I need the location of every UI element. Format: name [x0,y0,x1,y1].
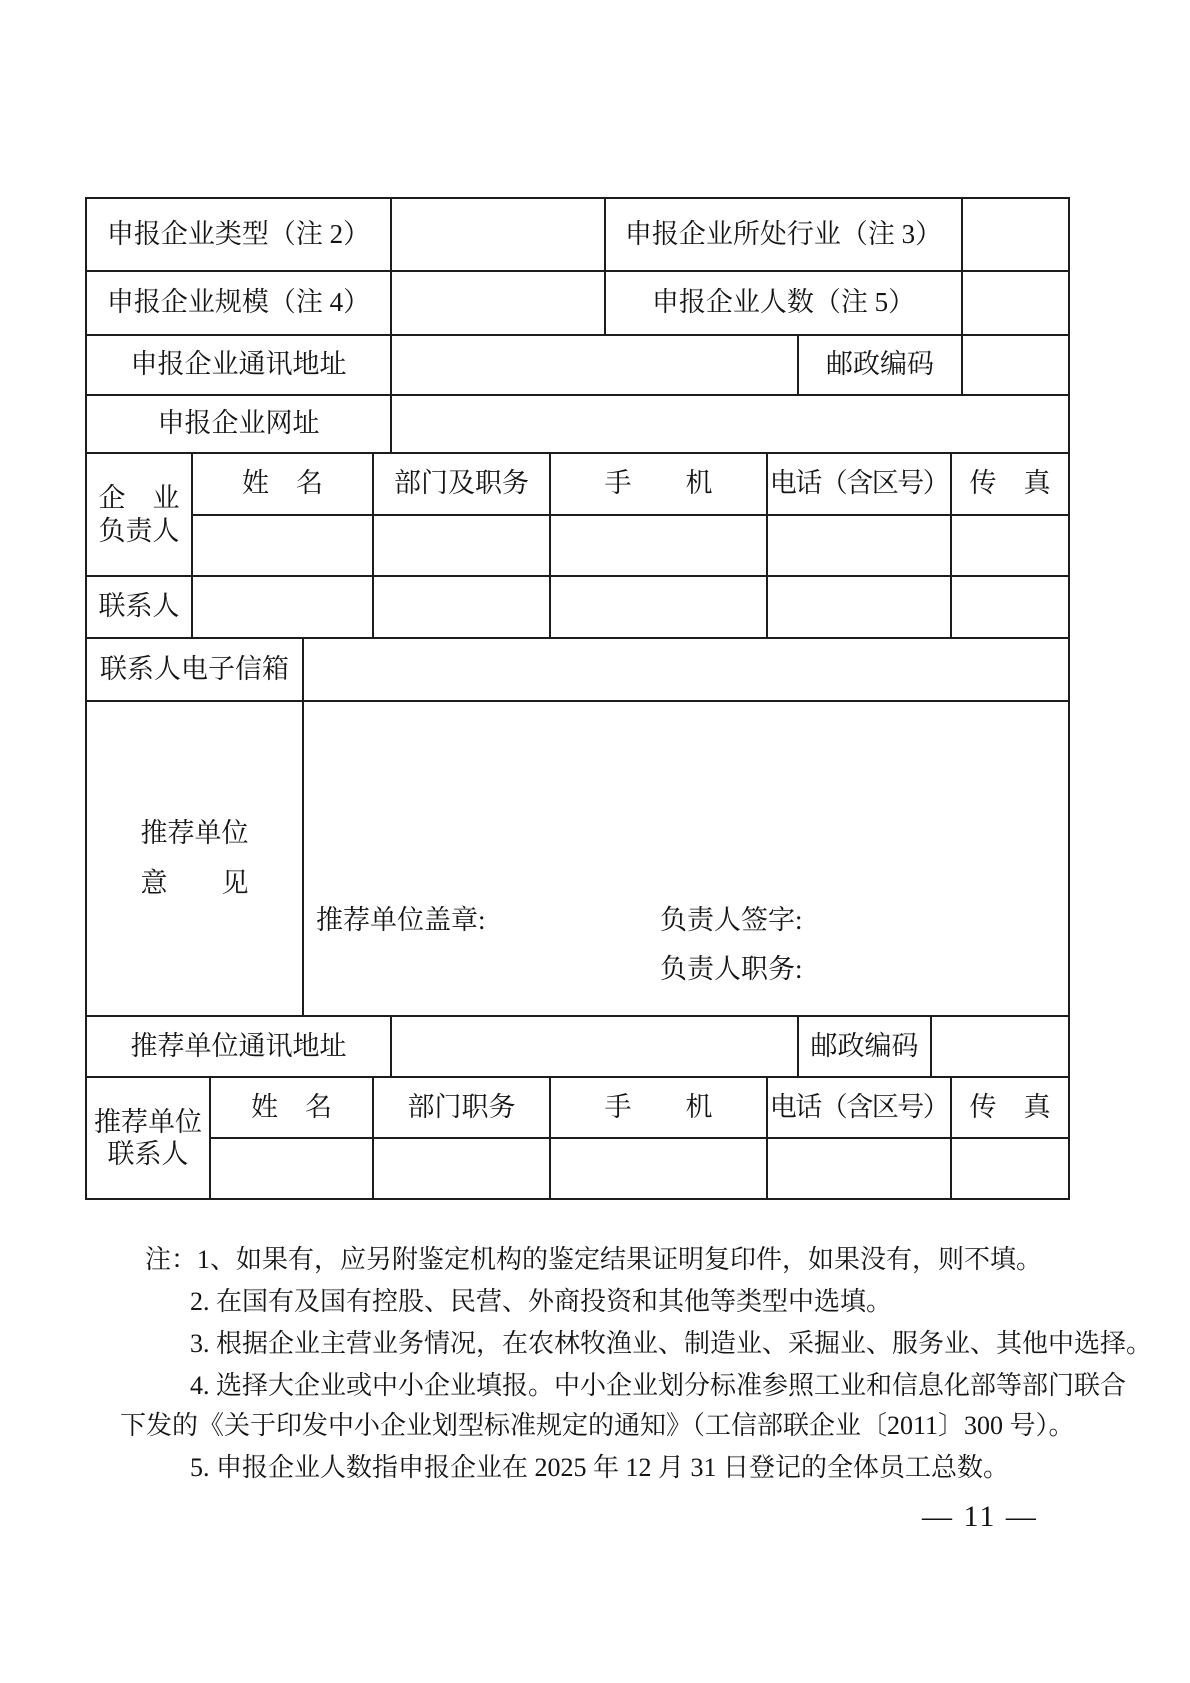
recommend-header-dept: 部门职务 [373,1077,550,1138]
application-form-table [85,197,1070,1200]
footnote-5: 5. 申报企业人数指申报企业在 2025 年 12 月 31 日登记的全体员工总数。 [190,1453,1010,1482]
recommend-header-mobile: 手 机 [550,1077,767,1138]
recommend-header-fax: 传 真 [951,1077,1069,1138]
header-dept: 部门及职务 [373,453,550,515]
company-postcode-value-cell [962,335,1069,395]
recommend-group-line1: 推荐单位 [94,1106,202,1137]
company-principal-group-label [86,453,192,576]
recommend-contact-phone-cell [767,1138,951,1199]
row-company-address [86,335,1069,395]
opinion-label-line2: 意 见 [140,867,249,898]
company-address-label: 申报企业通讯地址 [86,335,391,395]
recommend-header-name: 姓 名 [210,1077,373,1138]
row-company-website [86,395,1069,453]
company-type-label: 申报企业类型（注 2） [86,198,391,271]
principal-title-label: 负责人职务: [660,954,803,984]
recommend-contact-fax-cell [951,1138,1069,1199]
company-type-value-cell [391,198,605,271]
company-scale-label: 申报企业规模（注 4） [86,271,391,335]
row-scale-headcount [86,271,1069,335]
row-recommend-contacts-header [86,1077,1069,1138]
contact-mobile-cell [550,576,767,638]
recommend-opinion-content-cell [303,701,1069,1016]
recommend-contact-dept-cell [373,1138,550,1199]
row-company-contacts-header [86,453,1069,515]
header-mobile: 手 机 [550,453,767,515]
principal-phone-cell [767,515,951,576]
principal-fax-cell [951,515,1069,576]
company-postcode-label: 邮政编码 [798,335,962,395]
principal-signature-label: 负责人签字: [660,905,803,935]
contact-dept-cell [373,576,550,638]
company-scale-value-cell [391,271,605,335]
recommend-header-phone: 电话（含区号） [767,1077,951,1138]
headcount-value-cell [962,271,1069,335]
row-principal-values [86,515,1069,576]
principal-dept-cell [373,515,550,576]
footnote-1: 注：1、如果有，应另附鉴定机构的鉴定结果证明复印件，如果没有，则不填。 [145,1245,1043,1274]
company-address-value-cell [391,335,798,395]
recommend-contact-mobile-cell [550,1138,767,1199]
industry-label: 申报企业所处行业（注 3） [605,198,962,271]
footnotes [0,1240,1190,1490]
opinion-label-line1: 推荐单位 [140,818,249,849]
row-contact-email [86,638,1069,701]
row-recommend-opinion [86,701,1069,1016]
company-contact-label: 联系人 [86,576,192,638]
industry-value-cell [962,198,1069,271]
company-website-value-cell [391,395,1069,453]
contact-email-value-cell [303,638,1069,701]
principal-name-cell [192,515,373,576]
footnote-4: 4. 选择大企业或中小企业填报。中小企业划分标准参照工业和信息化部等部门联合下发的《关于印发中小企业划型标准规定的通知》（工信部联企业〔2011〕300 号）。 [120,1371,1127,1440]
row-type-industry [86,198,1069,271]
footnote-2: 2. 在国有及国有控股、民营、外商投资和其他等类型中选填。 [190,1287,893,1316]
recommend-contact-group-label [86,1077,210,1199]
headcount-label: 申报企业人数（注 5） [605,271,962,335]
page-number: — 11 — [922,1500,1038,1533]
recommend-postcode-value-cell [931,1016,1069,1077]
contact-fax-cell [951,576,1069,638]
principal-mobile-cell [550,515,767,576]
header-fax: 传 真 [951,453,1069,515]
company-group-line1: 企 业 [98,483,180,514]
header-phone: 电话（含区号） [767,453,951,515]
row-recommend-address [86,1016,1069,1077]
recommend-postcode-label: 邮政编码 [798,1016,931,1077]
recommend-group-line2: 联系人 [107,1139,189,1169]
recommend-seal-label: 推荐单位盖章: [316,905,486,935]
recommend-opinion-label [86,701,303,1016]
header-name: 姓 名 [192,453,373,515]
recommend-address-value-cell [391,1016,798,1077]
row-contact-values [86,576,1069,638]
company-group-line2: 负责人 [98,515,180,546]
contact-name-cell [192,576,373,638]
recommend-contact-name-cell [210,1138,373,1199]
row-recommend-contact-values [86,1138,1069,1199]
contact-phone-cell [767,576,951,638]
footnote-3: 3. 根据企业主营业务情况，在农林牧渔业、制造业、采掘业、服务业、其他中选择。 [190,1329,1153,1358]
recommend-address-label: 推荐单位通讯地址 [86,1016,391,1077]
contact-email-label: 联系人电子信箱 [86,638,303,701]
company-website-label: 申报企业网址 [86,395,391,453]
